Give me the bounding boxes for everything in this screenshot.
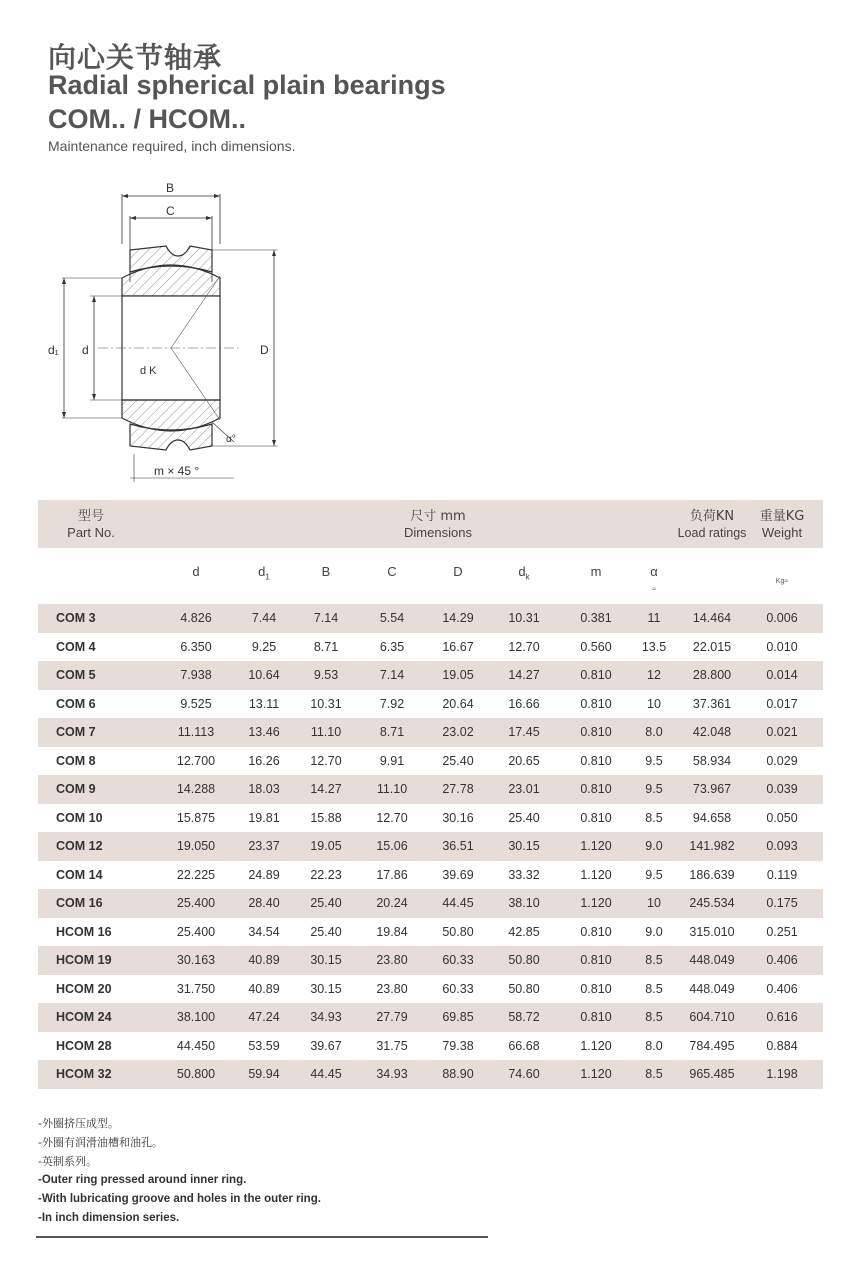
cell-dk: 17.45 — [508, 725, 540, 739]
table-row — [38, 604, 823, 633]
cell-weight: 0.050 — [766, 810, 798, 825]
cell-D: 79.38 — [442, 1038, 474, 1053]
cell-part: COM 5 — [56, 668, 96, 682]
cell-m: 1.120 — [580, 867, 612, 882]
cell-B: 9.53 — [313, 668, 339, 682]
cell-part: COM 4 — [56, 639, 96, 654]
cell-weight: 1.198 — [766, 1067, 798, 1081]
cell-d: 15.875 — [176, 810, 216, 825]
cell-d1: 10.64 — [248, 668, 280, 682]
cell-dk: 20.65 — [508, 753, 540, 768]
cell-B: 30.15 — [310, 953, 342, 967]
col-D: D — [453, 564, 463, 579]
cell-load: 37.361 — [692, 696, 732, 711]
cell-C: 20.24 — [376, 896, 408, 910]
cell-C: 9.91 — [379, 753, 405, 768]
cell-C: 23.80 — [376, 953, 408, 967]
cell-C: 17.86 — [376, 867, 408, 882]
title-english: Radial spherical plain bearings — [48, 70, 446, 100]
cell-D: 60.33 — [442, 953, 474, 967]
table-row — [38, 1032, 823, 1061]
table-row — [38, 661, 823, 690]
cell-load: 315.010 — [689, 924, 735, 939]
cell-B: 34.93 — [310, 1010, 342, 1024]
note-cn-3: -英制系列。 — [38, 1155, 97, 1168]
cell-d: 44.450 — [176, 1038, 216, 1053]
cell-weight: 0.119 — [766, 867, 798, 882]
cell-D: 44.45 — [442, 896, 474, 910]
cell-d: 12.700 — [176, 753, 216, 768]
cell-part: HCOM 32 — [56, 1067, 112, 1081]
cell-dk: 14.27 — [508, 668, 540, 682]
cell-load: 141.982 — [689, 839, 735, 853]
cell-d1: 16.26 — [248, 753, 280, 768]
cell-d: 6.350 — [180, 639, 212, 654]
cell-m: 0.810 — [580, 810, 612, 825]
cell-B: 8.71 — [313, 639, 339, 654]
cell-d: 11.113 — [177, 725, 215, 739]
cell-d1: 9.25 — [251, 639, 277, 654]
table-row — [38, 1060, 823, 1089]
cell-dk: 16.66 — [508, 696, 540, 711]
cell-D: 50.80 — [442, 924, 474, 939]
cell-D: 25.40 — [442, 753, 474, 768]
cell-alpha: 12 — [647, 668, 661, 682]
cell-C: 8.71 — [379, 725, 405, 739]
label-m45: m × 45 ° — [154, 464, 200, 478]
table-row — [38, 946, 823, 975]
table-row — [38, 918, 823, 947]
header-dimensions: 尺寸 mm Dimensions — [404, 509, 472, 540]
table-row — [38, 975, 823, 1004]
cell-D: 20.64 — [442, 696, 474, 711]
cell-part: COM 7 — [56, 725, 96, 739]
cell-load: 14.464 — [692, 611, 732, 625]
cell-weight: 0.029 — [766, 753, 798, 768]
cell-weight: 0.251 — [766, 924, 798, 939]
cell-m: 0.381 — [580, 611, 612, 625]
cell-B: 30.15 — [310, 981, 342, 996]
table-row — [38, 889, 823, 918]
cell-D: 23.02 — [442, 725, 474, 739]
table-row — [38, 804, 823, 833]
cell-alpha: 8.5 — [645, 1010, 663, 1024]
cell-C: 23.80 — [376, 981, 408, 996]
cell-C: 6.35 — [379, 639, 405, 654]
cell-alpha: 13.5 — [641, 639, 667, 654]
cell-alpha: 11 — [647, 611, 661, 625]
cell-d: 31.750 — [176, 981, 216, 996]
cell-alpha: 10 — [647, 896, 661, 910]
column-symbols — [38, 560, 823, 596]
cell-d1: 13.46 — [248, 725, 280, 739]
cell-D: 69.85 — [442, 1010, 474, 1024]
cell-part: COM 16 — [56, 896, 103, 910]
cell-D: 30.16 — [442, 810, 474, 825]
note-cn-2: -外圈有润滑油槽和油孔。 — [38, 1136, 163, 1149]
cell-D: 36.51 — [442, 839, 474, 853]
cell-alpha: 9.0 — [645, 924, 663, 939]
cell-m: 0.810 — [580, 981, 612, 996]
cell-load: 448.049 — [689, 953, 735, 967]
label-d: d — [82, 343, 89, 357]
cell-B: 14.27 — [310, 782, 342, 796]
cell-d1: 23.37 — [248, 839, 280, 853]
cell-C: 19.84 — [376, 924, 408, 939]
cell-d1: 13.11 — [248, 696, 280, 711]
cell-alpha: 9.0 — [645, 839, 663, 853]
col-weight-unit: Kg≈ — [775, 578, 789, 585]
col-dk: $d_k$ — [518, 564, 530, 582]
label-d1: d₁ — [48, 343, 59, 357]
cell-dk: 25.40 — [508, 810, 540, 825]
cell-D: 39.69 — [442, 867, 474, 882]
cell-part: COM 6 — [56, 696, 96, 711]
title-chinese: 向心关节轴承 — [48, 41, 223, 74]
cell-D: 19.05 — [442, 668, 474, 682]
cell-m: 0.810 — [580, 924, 612, 939]
cell-m: 1.120 — [580, 1038, 612, 1053]
label-alpha: α° — [226, 434, 236, 445]
col-C: C — [387, 564, 397, 579]
cell-d: 7.938 — [180, 668, 212, 682]
label-D: D — [260, 343, 269, 357]
cell-d1: 28.40 — [248, 896, 280, 910]
cell-load: 42.048 — [692, 725, 732, 739]
col-d: d — [192, 564, 200, 579]
cell-alpha: 10 — [647, 696, 661, 711]
cell-B: 25.40 — [310, 896, 342, 910]
cell-m: 0.810 — [580, 668, 612, 682]
col-m: m — [590, 564, 602, 579]
cell-alpha: 9.5 — [645, 867, 663, 882]
cell-weight: 0.884 — [766, 1038, 798, 1053]
cell-d1: 59.94 — [248, 1067, 280, 1081]
cell-weight: 0.093 — [766, 839, 798, 853]
cell-weight: 0.406 — [766, 953, 798, 967]
cell-B: 39.67 — [310, 1038, 342, 1053]
table-row — [38, 747, 823, 776]
cell-m: 0.810 — [580, 753, 612, 768]
cell-weight: 0.014 — [766, 668, 798, 682]
cell-load: 965.485 — [689, 1067, 735, 1081]
cell-alpha: 8.5 — [645, 981, 663, 996]
cell-m: 0.810 — [580, 725, 612, 739]
cell-C: 12.70 — [376, 810, 408, 825]
cell-weight: 0.010 — [766, 639, 798, 654]
cell-m: 0.810 — [580, 696, 612, 711]
cell-B: 22.23 — [310, 867, 342, 882]
cell-dk: 33.32 — [508, 867, 540, 882]
header-part-no: 型号 Part No. — [67, 509, 115, 540]
cell-load: 784.495 — [689, 1038, 735, 1053]
cell-d: 25.400 — [176, 924, 216, 939]
cell-m: 0.810 — [580, 1010, 612, 1024]
cell-d: 38.100 — [176, 1010, 216, 1024]
cell-C: 7.14 — [379, 668, 405, 682]
cell-d: 9.525 — [180, 696, 212, 711]
header-load-ratings: 负荷KN Load ratings — [677, 509, 747, 540]
cell-D: 60.33 — [442, 981, 474, 996]
label-C: C — [166, 204, 175, 218]
cell-B: 10.31 — [310, 696, 342, 711]
data-table — [38, 604, 823, 1089]
cell-d: 4.826 — [180, 611, 212, 625]
cell-d: 19.050 — [176, 839, 216, 853]
cell-B: 11.10 — [310, 725, 342, 739]
table-header — [38, 500, 823, 548]
cell-D: 16.67 — [442, 639, 474, 654]
cell-m: 1.120 — [580, 1067, 612, 1081]
cell-m: 0.810 — [580, 953, 612, 967]
subtitle: Maintenance required, inch dimensions. — [48, 138, 296, 154]
cell-m: 0.810 — [580, 782, 612, 796]
cell-part: COM 3 — [56, 611, 96, 625]
cell-C: 7.92 — [379, 696, 405, 711]
cell-d1: 18.03 — [248, 782, 280, 796]
cell-d: 14.288 — [176, 782, 216, 796]
cell-dk: 66.68 — [508, 1038, 540, 1053]
cell-load: 28.800 — [692, 668, 732, 682]
table-row — [38, 690, 823, 719]
table-row — [38, 775, 823, 804]
cell-weight: 0.175 — [766, 896, 798, 910]
header-weight: 重量KG Weight — [759, 509, 805, 540]
table-row — [38, 718, 823, 747]
cell-B: 12.70 — [310, 753, 342, 768]
label-dk: d K — [140, 365, 157, 377]
notes — [38, 1114, 321, 1228]
cell-C: 15.06 — [376, 839, 408, 853]
cell-B: 25.40 — [310, 924, 342, 939]
cell-part: COM 8 — [56, 753, 96, 768]
cell-part: HCOM 20 — [56, 981, 112, 996]
col-alpha: α ≈ — [650, 564, 658, 593]
cell-load: 186.639 — [689, 867, 735, 882]
cell-part: HCOM 28 — [56, 1038, 112, 1053]
cell-D: 88.90 — [442, 1067, 474, 1081]
cell-alpha: 8.0 — [645, 725, 663, 739]
cell-dk: 58.72 — [508, 1010, 540, 1024]
cell-C: 5.54 — [379, 611, 405, 625]
cell-m: 1.120 — [580, 896, 612, 910]
cell-d: 25.400 — [176, 896, 216, 910]
cell-weight: 0.006 — [766, 611, 798, 625]
cell-alpha: 9.5 — [645, 782, 663, 796]
footer-divider — [36, 1236, 488, 1238]
note-en-2: -With lubricating groove and holes in the outer ring. — [38, 1193, 321, 1205]
cell-B: 15.88 — [310, 810, 342, 825]
cell-load: 94.658 — [692, 810, 732, 825]
cell-d1: 40.89 — [248, 953, 280, 967]
cell-load: 448.049 — [689, 981, 735, 996]
cell-B: 19.05 — [310, 839, 342, 853]
title-series-code: COM.. / HCOM.. — [48, 104, 246, 134]
col-B: B — [321, 564, 331, 579]
cell-part: COM 10 — [56, 810, 103, 825]
cell-dk: 50.80 — [508, 981, 540, 996]
cell-weight: 0.406 — [766, 981, 798, 996]
cell-C: 27.79 — [376, 1010, 408, 1024]
cell-d1: 19.81 — [248, 810, 280, 825]
cell-B: 7.14 — [313, 611, 339, 625]
table-row — [38, 832, 823, 861]
cell-dk: 42.85 — [508, 924, 540, 939]
cell-C: 11.10 — [376, 782, 408, 796]
cell-load: 604.710 — [689, 1010, 735, 1024]
cell-dk: 10.31 — [508, 611, 540, 625]
cell-D: 14.29 — [442, 611, 474, 625]
table-row — [38, 633, 823, 662]
cell-load: 22.015 — [692, 639, 732, 654]
cell-load: 58.934 — [692, 753, 732, 768]
cell-weight: 0.021 — [766, 725, 798, 739]
cell-C: 31.75 — [376, 1038, 408, 1053]
table-row — [38, 1003, 823, 1032]
cell-dk: 74.60 — [508, 1067, 540, 1081]
cell-dk: 12.70 — [508, 639, 540, 654]
cell-d1: 24.89 — [248, 867, 280, 882]
cell-dk: 50.80 — [508, 953, 540, 967]
cell-d1: 34.54 — [248, 924, 280, 939]
cell-d: 50.800 — [176, 1067, 216, 1081]
cell-C: 34.93 — [376, 1067, 408, 1081]
cell-load: 73.967 — [692, 782, 732, 796]
cell-d: 30.163 — [176, 953, 216, 967]
cell-d1: 7.44 — [251, 611, 277, 625]
cell-dk: 38.10 — [508, 896, 540, 910]
cell-dk: 30.15 — [508, 839, 540, 853]
col-d1: $d_1$ — [258, 564, 270, 582]
bearing-cross-section-drawing — [38, 172, 288, 487]
cell-weight: 0.616 — [766, 1010, 798, 1024]
cell-alpha: 9.5 — [645, 753, 663, 768]
cell-part: HCOM 16 — [56, 924, 112, 939]
cell-d1: 47.24 — [248, 1010, 280, 1024]
cell-part: COM 14 — [56, 867, 103, 882]
note-en-3: -In inch dimension series. — [38, 1212, 180, 1224]
cell-m: 0.560 — [580, 639, 612, 654]
cell-alpha: 8.0 — [645, 1038, 663, 1053]
cell-part: COM 9 — [56, 782, 96, 796]
cell-part: COM 12 — [56, 839, 103, 853]
cell-d1: 40.89 — [248, 981, 280, 996]
cell-weight: 0.017 — [766, 696, 798, 711]
cell-weight: 0.039 — [766, 782, 798, 796]
cell-D: 27.78 — [442, 782, 474, 796]
cell-dk: 23.01 — [508, 782, 540, 796]
cell-m: 1.120 — [580, 839, 612, 853]
cell-B: 44.45 — [310, 1067, 342, 1081]
cell-load: 245.534 — [689, 896, 735, 910]
cell-part: HCOM 24 — [56, 1010, 112, 1024]
table-row — [38, 861, 823, 890]
cell-d: 22.225 — [176, 867, 216, 882]
cell-alpha: 8.5 — [645, 1067, 663, 1081]
cell-alpha: 8.5 — [645, 810, 663, 825]
note-cn-1: -外圈挤压成型。 — [38, 1117, 119, 1130]
cell-part: HCOM 19 — [56, 953, 112, 967]
label-B: B — [166, 181, 175, 195]
cell-d1: 53.59 — [248, 1038, 280, 1053]
note-en-1: -Outer ring pressed around inner ring. — [38, 1174, 247, 1186]
cell-alpha: 8.5 — [645, 953, 663, 967]
